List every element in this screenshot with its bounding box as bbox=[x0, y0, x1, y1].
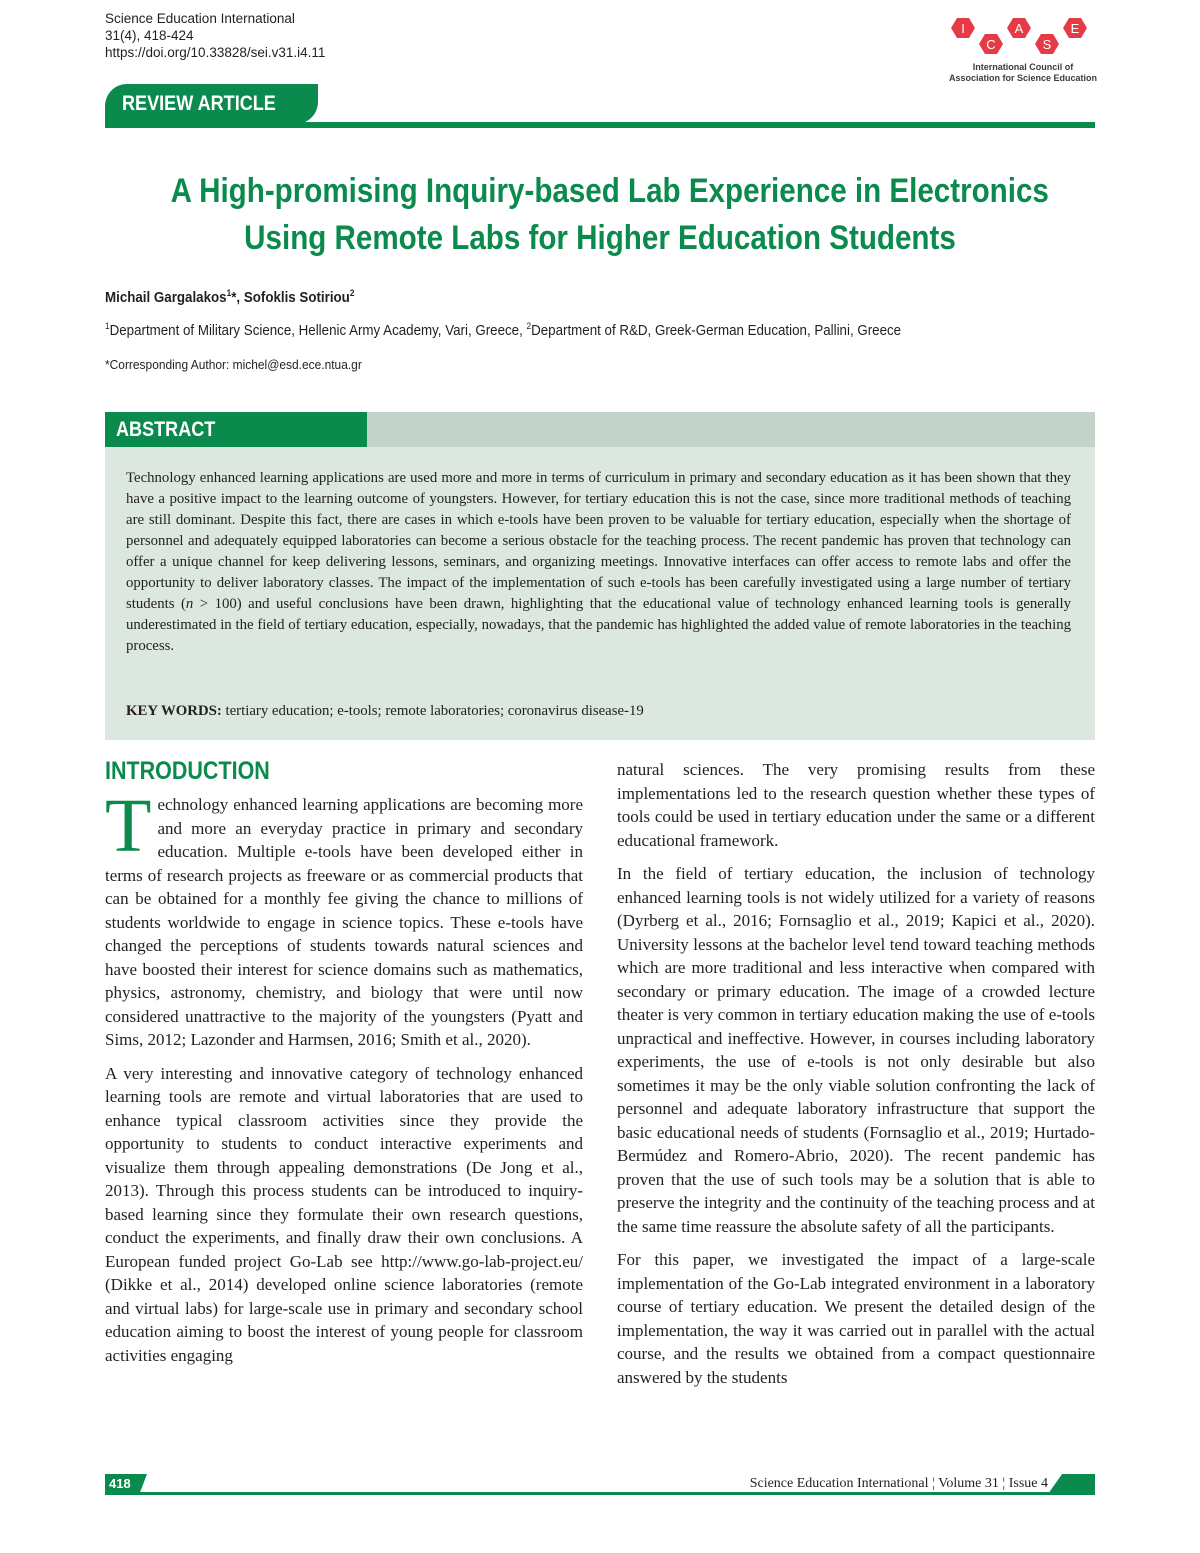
author-list bbox=[105, 290, 354, 306]
doi-link[interactable]: https://doi.org/10.33828/sei.v31.i4.11 bbox=[105, 45, 326, 60]
page-number: 418 bbox=[109, 1476, 131, 1491]
footer-volume: Volume 31 bbox=[938, 1476, 999, 1491]
body-column-left bbox=[105, 784, 583, 1377]
affiliations bbox=[105, 323, 901, 339]
article-title bbox=[105, 168, 1095, 262]
author-affiliation-sup: 1 bbox=[226, 288, 232, 298]
corresponding-author: *Corresponding Author: michel@esd.ece.ntua.gr bbox=[105, 357, 362, 372]
affiliation-text: Department of R&D, Greek-German Education, Pallini, Greece bbox=[531, 323, 902, 339]
keywords-label: KEY WORDS: bbox=[126, 703, 222, 719]
header-rule bbox=[105, 122, 1095, 128]
body-paragraph: A very interesting and innovative category of technology enhanced learning tools are remote and virtual laboratories that are used to enhance typical classroom activities since they provide the opportunity to students to conduct interactive experiments and visualize them through appealing demonstrations (De Jong et al., 2013). Through this process students can be introduced to inquiry-based learning since they formulate their own research questions, conduct the experiments, and finally draw their own conclusions. A European funded project Go-Lab see http://www.go-lab-project.eu/ (Dikke et al., 2014) developed online science laboratories (remote and virtual labs) for large-scale use in primary and secondary school education aiming to boost the interest of young people for classroom activities engaging bbox=[105, 1063, 583, 1365]
body-column-right bbox=[617, 758, 1095, 1399]
footer-right-tab bbox=[1048, 1474, 1095, 1494]
logo-subtitle-line1: International Council of bbox=[972, 62, 1074, 72]
author-name: Sofoklis Sotiriou bbox=[243, 290, 350, 306]
volume-issue-pages: 31(4), 418-424 bbox=[105, 28, 194, 43]
journal-name: Science Education International bbox=[105, 11, 295, 26]
abstract-n-symbol: n bbox=[185, 596, 194, 612]
author-separator: , bbox=[236, 290, 244, 306]
logo-subtitle-line2: Association for Science Education bbox=[948, 73, 1098, 83]
title-line1: A High-promising Inquiry-based Lab Experience in Electronics bbox=[170, 172, 1049, 210]
journal-header bbox=[105, 10, 325, 61]
body-paragraph: For this paper, we investigated the impact of a large-scale implementation of the Go-Lab integrated environment in a laboratory course of tertiary education. We present the detailed design of the implementation, the way it was carried out in parallel with the actual course, and the results we obtained from a compact questionnaire answered by the students bbox=[617, 1250, 1095, 1387]
paragraph-text: echnology enhanced learning applications are becoming more and more an everyday practice in primary and secondary education. Multiple e-tools have been developed either in terms of research projects as freeware or as commercial products that can be obtained for a monthly fee giving the chance to millions of students worldwide to engage in science topics. These e-tools have changed the perceptions of students towards natural sciences and have boosted their interest for science domains such as mathematics, physics, astronomy, chemistry, and biology that were until now considered unattractive to the majority of the youngsters (Pyatt and Sims, 2012; Lazonder and Harmsen, 2016; Smith et al., 2020). bbox=[105, 795, 583, 1049]
keywords bbox=[126, 701, 1071, 722]
abstract-text-part: Technology enhanced learning applications are used more and more in terms of curriculum in primary and secondary education as it has been shown that they have a positive impact to the learning outcome of youngsters. However, for tertiary education this is not the case, since more traditional methods of teaching are still dominant. Despite this fact, there are cases in which e-tools have been proven to be valuable for tertiary education, especially when the shortage of personnel and adequately equipped laboratories can become a serious obstacle for the teaching process. The recent pandemic has proven that technology can offer a unique channel for keep delivering lessons, seminars, and organizing meetings. Innovative interfaces can offer access to remote labs and offer the opportunity to deliver laboratory classes. The impact of the implementation of such e-tools has been carefully investigated using a large number of tertiary students ( bbox=[126, 470, 1071, 612]
author-name: Michail Gargalakos bbox=[105, 290, 227, 306]
logo-letter-i: I bbox=[961, 21, 965, 36]
body-paragraph: In the field of tertiary education, the inclusion of technology enhanced learning tools is not widely utilized for a variety of reasons (Dyrberg et al., 2016; Fornsaglio et al., 2019; Kapici et al., 2020). University lessons at the bachelor level tend toward teaching methods which are more traditional and less interactive when compared with secondary or primary education. The image of a crowded lecture theater is very common in tertiary education making the use of e-tools unpractical and ineffective. However, in courses including laboratory experiments, the use of e-tools is not only desirable but also sometimes it may be the only viable solution confronting the lack of personnel and adequate laboratory infrastructure that support the basic educational needs of students (Fornsaglio et al., 2019; Hurtado-Bermúdez and Romero-Abrio, 2020). The recent pandemic has proven that the use of such tools may be a solution that is able to preserve the integrity and the continuity of the teaching process and at the same time reassure the absolute safety of all the participants. bbox=[617, 864, 1095, 1236]
abstract-text bbox=[126, 468, 1071, 657]
abstract-heading: ABSTRACT bbox=[116, 418, 216, 441]
logo-letter-s: S bbox=[1042, 37, 1052, 52]
footer-rule bbox=[105, 1492, 1095, 1495]
affiliation-sup: 2 bbox=[526, 321, 532, 331]
body-paragraph: natural sciences. The very promising results from these implementations led to the research question whether these types of tools could be used in tertiary education under the same or a different educational framework. bbox=[617, 760, 1095, 850]
logo-letter-c: C bbox=[986, 37, 996, 52]
section-heading-introduction: INTRODUCTION bbox=[105, 757, 270, 785]
logo-letter-a: A bbox=[1014, 21, 1024, 36]
keywords-list: tertiary education; e-tools; remote laboratories; coronavirus disease-19 bbox=[221, 703, 644, 719]
footer-journal-info bbox=[750, 1476, 1048, 1492]
title-line2: Using Remote Labs for Higher Education Students bbox=[244, 219, 956, 257]
affiliation-text: Department of Military Science, Hellenic Army Academy, Vari, Greece, bbox=[109, 323, 527, 339]
footer-separator: ¦ bbox=[998, 1476, 1009, 1491]
abstract-text-part: > 100) and useful conclusions have been drawn, highlighting that the educational value of technology enhanced learning tools is generally underestimated in the field of tertiary education, especially, nowadays, that the pandemic has highlighted the added value of remote laboratories in the teaching process. bbox=[126, 596, 1071, 654]
logo-letter-e: E bbox=[1070, 21, 1080, 36]
footer-issue: Issue 4 bbox=[1008, 1476, 1048, 1491]
footer-separator: ¦ bbox=[928, 1476, 939, 1491]
article-type-label: REVIEW ARTICLE bbox=[122, 92, 276, 115]
affiliation-sup: 1 bbox=[105, 321, 110, 331]
corresponding-mark: * bbox=[231, 290, 237, 306]
author-affiliation-sup: 2 bbox=[349, 288, 355, 298]
footer-journal-name: Science Education International bbox=[749, 1476, 929, 1491]
body-paragraph bbox=[105, 784, 583, 1052]
logo-subtitle bbox=[948, 62, 1098, 84]
drop-cap: T bbox=[105, 784, 152, 868]
